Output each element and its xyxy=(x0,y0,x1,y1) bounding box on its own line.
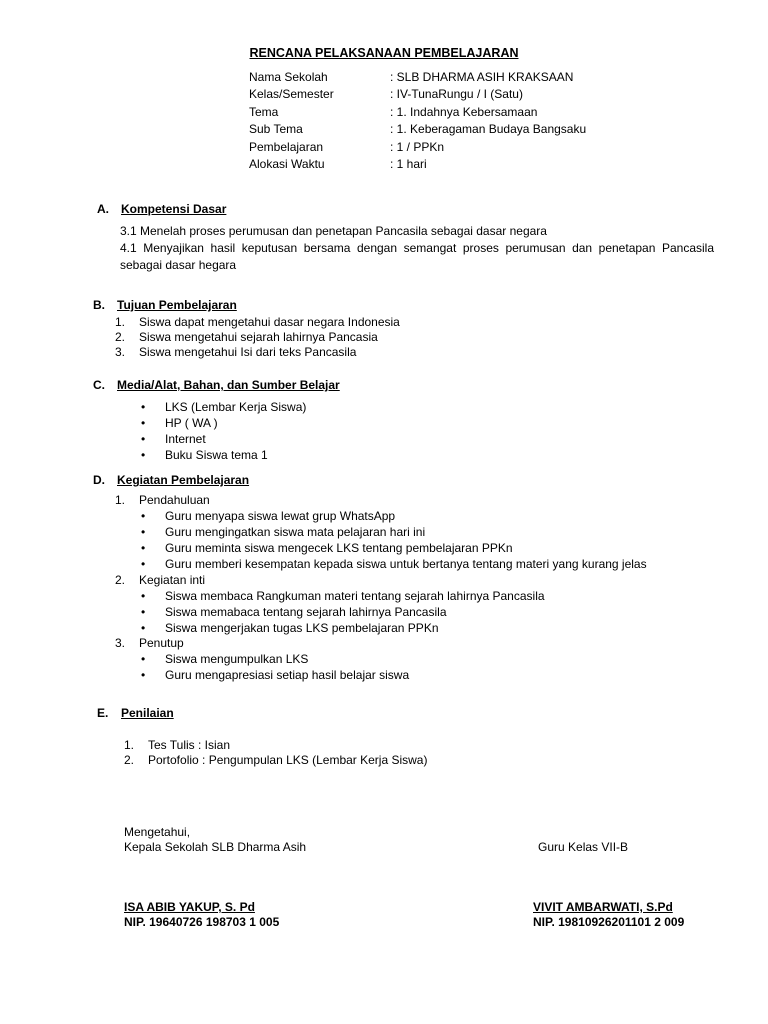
item-number: 1. xyxy=(115,493,126,507)
headmaster-name: ISA ABIB YAKUP, S. Pd xyxy=(124,900,255,914)
section-title: Tujuan Pembelajaran xyxy=(117,298,237,312)
info-value: : 1. Indahnya Kebersamaan xyxy=(390,105,538,119)
section-title: Media/Alat, Bahan, dan Sumber Belajar xyxy=(117,378,340,392)
item-text: Guru mengingatkan siswa mata pelajaran hari ini xyxy=(165,525,426,539)
item-number: 3. xyxy=(115,636,126,650)
item-number: 3. xyxy=(115,345,126,359)
info-value: : 1. Keberagaman Budaya Bangsaku xyxy=(390,122,587,136)
item-text: Siswa mengetahui sejarah lahirnya Pancasia xyxy=(139,330,378,344)
bullet-icon: • xyxy=(141,621,146,635)
item-text: Siswa membaca Rangkuman materi tentang sejarah lahirnya Pancasila xyxy=(165,589,545,603)
info-label: Kelas/Semester xyxy=(249,87,334,101)
info-label: Sub Tema xyxy=(249,122,303,136)
item-number: 1. xyxy=(115,315,126,329)
item-text: Buku Siswa tema 1 xyxy=(165,448,268,462)
section-title: Penilaian xyxy=(121,706,174,720)
info-value: : 1 hari xyxy=(390,157,427,171)
item-text: LKS (Lembar Kerja Siswa) xyxy=(165,400,307,414)
item-text: Portofolio : Pengumpulan LKS (Lembar Kerja Siswa) xyxy=(148,753,428,767)
kd-4-1: 4.1 Menyajikan hasil keputusan bersama dengan semangat proses perumusan dan penetapan Pancasila sebagai dasar hegara xyxy=(120,241,714,272)
item-text: Guru mengapresiasi setiap hasil belajar siswa xyxy=(165,668,410,682)
item-number: 1. xyxy=(124,738,135,752)
item-text: Siswa dapat mengetahui dasar negara Indonesia xyxy=(139,315,400,329)
teacher-name: VIVIT AMBARWATI, S.Pd xyxy=(533,900,673,914)
bullet-icon: • xyxy=(141,400,146,414)
item-text: Siswa mengumpulkan LKS xyxy=(165,652,309,666)
item-text: HP ( WA ) xyxy=(165,416,218,430)
bullet-icon: • xyxy=(141,605,146,619)
bullet-icon: • xyxy=(141,416,146,430)
headmaster-nip: NIP. 19640726 198703 1 005 xyxy=(124,915,280,929)
item-text: Internet xyxy=(165,432,206,446)
info-value: : IV-TunaRungu / I (Satu) xyxy=(390,87,523,101)
bullet-icon: • xyxy=(141,668,146,682)
item-number: 2. xyxy=(115,330,126,344)
bullet-icon: • xyxy=(141,652,146,666)
part-title: Pendahuluan xyxy=(139,493,210,507)
info-label: Nama Sekolah xyxy=(249,70,328,84)
part-title: Penutup xyxy=(139,636,184,650)
section-title: Kompetensi Dasar xyxy=(121,202,227,216)
item-text: Guru menyapa siswa lewat grup WhatsApp xyxy=(165,509,396,523)
kd-3-1: 3.1 Menelah proses perumusan dan penetapan Pancasila sebagai dasar negara xyxy=(120,224,547,238)
item-text: Siswa mengerjakan tugas LKS pembelajaran PPKn xyxy=(165,621,439,635)
acknowledge-label: Mengetahui, xyxy=(124,825,191,839)
bullet-icon: • xyxy=(141,448,146,462)
headmaster-role: Kepala Sekolah SLB Dharma Asih xyxy=(124,840,307,854)
info-label: Alokasi Waktu xyxy=(249,157,325,171)
section-letter: A. xyxy=(97,202,109,216)
info-label: Tema xyxy=(249,105,279,119)
item-text: Tes Tulis : Isian xyxy=(148,738,231,752)
info-label: Pembelajaran xyxy=(249,140,324,154)
section-letter: B. xyxy=(93,298,105,312)
bullet-icon: • xyxy=(141,509,146,523)
section-title: Kegiatan Pembelajaran xyxy=(117,473,250,487)
item-text: Guru memberi kesempatan kepada siswa untuk bertanya tentang materi yang kurang jelas xyxy=(165,557,647,571)
item-number: 2. xyxy=(124,753,135,767)
section-letter: D. xyxy=(93,473,105,487)
item-text: Siswa memabaca tentang sejarah lahirnya Pancasila xyxy=(165,605,447,619)
item-text: Guru meminta siswa mengecek LKS tentang pembelajaran PPKn xyxy=(165,541,513,555)
bullet-icon: • xyxy=(141,525,146,539)
info-value: : 1 / PPKn xyxy=(390,140,445,154)
teacher-nip: NIP. 19810926201101 2 009 xyxy=(533,915,685,929)
info-value: : SLB DHARMA ASIH KRAKSAAN xyxy=(390,70,574,84)
teacher-role: Guru Kelas VII-B xyxy=(538,840,629,854)
section-letter: E. xyxy=(97,706,109,720)
part-title: Kegiatan inti xyxy=(139,573,206,587)
item-text: Siswa mengetahui Isi dari teks Pancasila xyxy=(139,345,357,359)
section-letter: C. xyxy=(93,378,105,392)
bullet-icon: • xyxy=(141,541,146,555)
item-number: 2. xyxy=(115,573,126,587)
bullet-icon: • xyxy=(141,589,146,603)
bullet-icon: • xyxy=(141,432,146,446)
document-title: RENCANA PELAKSANAAN PEMBELAJARAN xyxy=(249,46,519,60)
bullet-icon: • xyxy=(141,557,146,571)
